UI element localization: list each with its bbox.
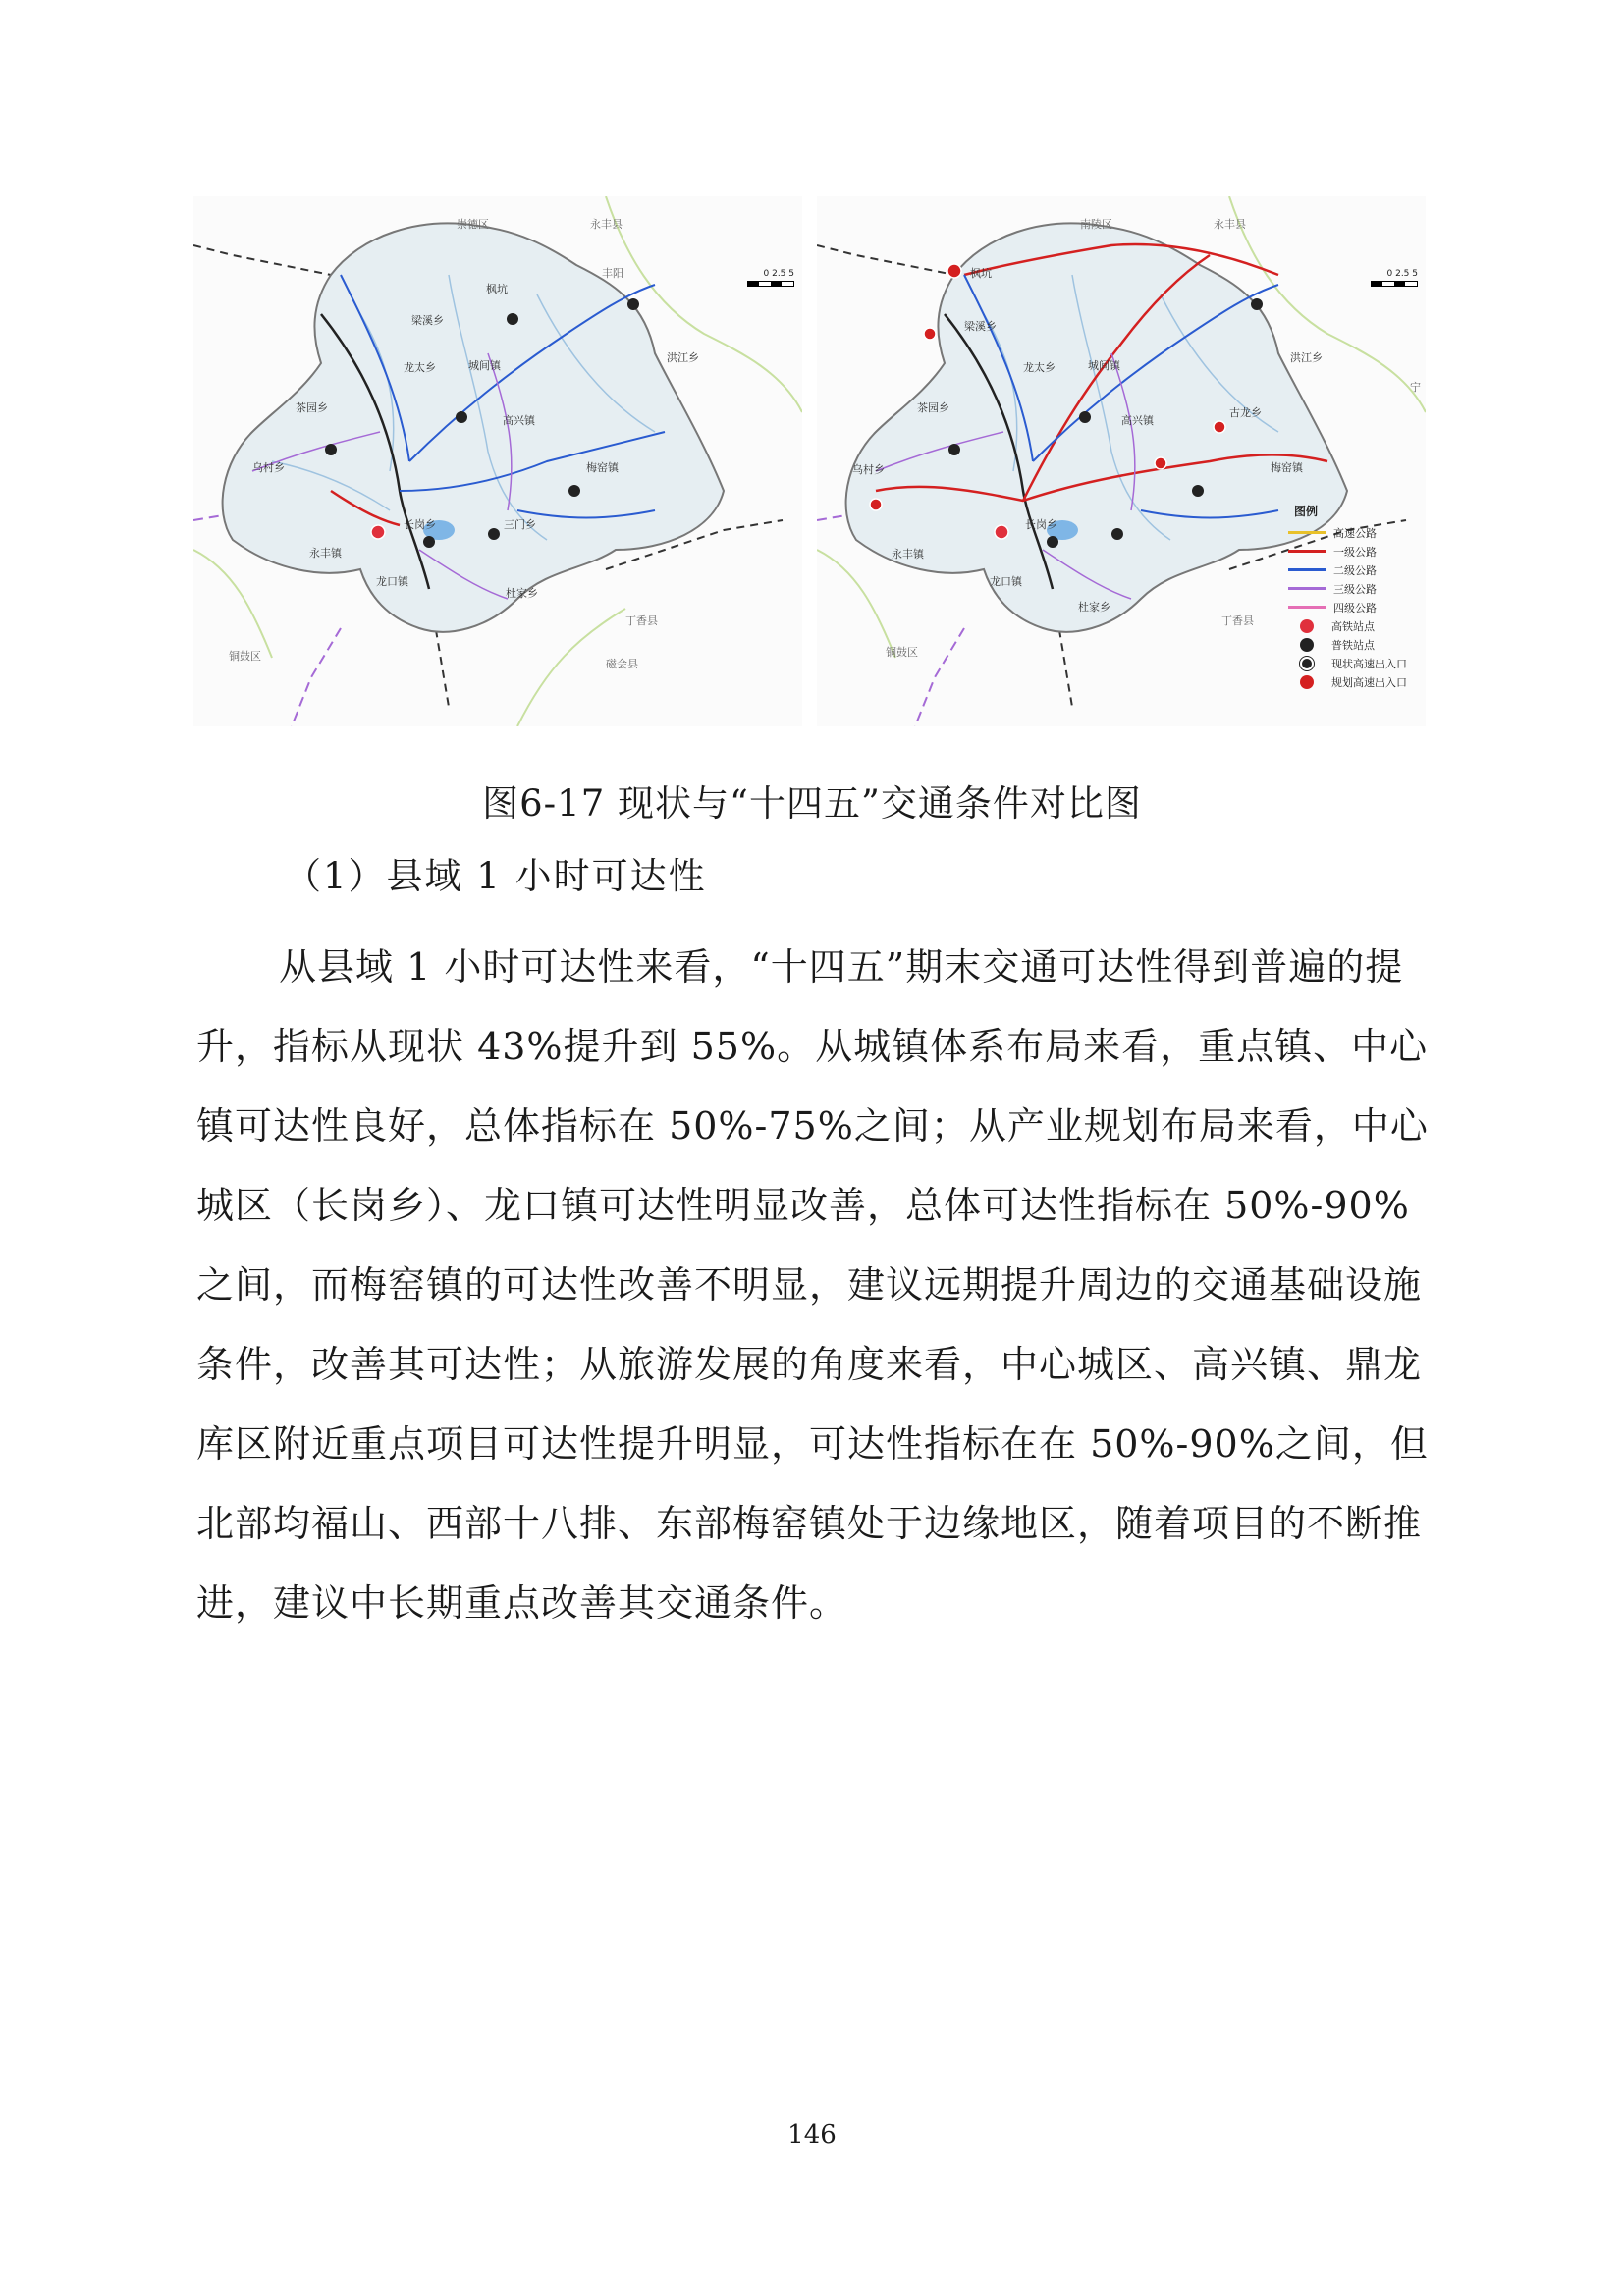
map-outside-label: 铜鼓区 — [229, 650, 261, 663]
legend-swatch — [1288, 550, 1326, 553]
map-place-label: 城间镇 — [468, 359, 501, 372]
map-place-label: 乌村乡 — [852, 463, 885, 476]
map-outside-label: 铜鼓区 — [886, 646, 918, 659]
map-place-label: 梁溪乡 — [411, 314, 444, 327]
map-outside-label: 丁香县 — [1221, 614, 1254, 627]
hsr-station-icon — [1300, 619, 1314, 633]
legend-label: 一级公路 — [1333, 545, 1377, 559]
legend-item-planned-exit — [1288, 672, 1416, 691]
legend-label: 现状高速出入口 — [1331, 657, 1407, 670]
map-place-label: 乌村乡 — [252, 461, 285, 474]
map-outside-label: 南陵区 — [1080, 218, 1112, 231]
map-place-label: 枫坑 — [970, 267, 992, 280]
legend-item-class1-road — [1288, 542, 1416, 561]
figure-caption: 图6-17 现状与“十四五”交通条件对比图 — [482, 782, 1142, 825]
map-outside-label: 永丰县 — [590, 218, 623, 231]
map-place-label: 龙太乡 — [1023, 361, 1056, 374]
legend-item-hsr-station — [1288, 616, 1416, 635]
map-place-label: 梁溪乡 — [964, 320, 997, 333]
map-place-label: 龙口镇 — [990, 575, 1022, 588]
planned-exit-icon — [1300, 675, 1314, 689]
legend-label: 三级公路 — [1333, 582, 1377, 596]
map-place-label: 古龙乡 — [1229, 406, 1262, 419]
map-place-label: 高兴镇 — [1121, 414, 1154, 427]
map-place-label: 梅窑镇 — [1271, 461, 1303, 474]
section-heading: （1）县域 1 小时可达性 — [285, 855, 707, 897]
map-scale-bar — [747, 281, 794, 287]
map-place-label: 洪江乡 — [1290, 351, 1323, 364]
map-place-label: 杜家乡 — [1078, 601, 1110, 614]
map-outside-label: 磁会县 — [606, 658, 638, 670]
legend-swatch — [1288, 531, 1326, 534]
map-outside-label: 丁香县 — [625, 614, 658, 627]
legend-title: 图例 — [1294, 505, 1319, 518]
map-place-label: 梅窑镇 — [586, 461, 619, 474]
legend-swatch — [1288, 587, 1326, 590]
legend-label: 规划高速出入口 — [1331, 675, 1407, 689]
legend-item-class2-road — [1288, 561, 1416, 579]
map-place-label: 茶园乡 — [917, 401, 949, 414]
map-outside-label: 丰阳 — [602, 267, 623, 280]
legend-label: 二级公路 — [1333, 563, 1377, 577]
map-scale-text: 0 2.5 5 — [1386, 269, 1418, 279]
map-planned — [817, 196, 1426, 726]
map-place-label: 茶园乡 — [296, 401, 328, 414]
map-place-label: 永丰镇 — [892, 548, 924, 561]
map-current — [193, 196, 802, 726]
map-place-label: 杜家乡 — [506, 587, 538, 600]
map-place-label: 永丰镇 — [309, 547, 342, 560]
map-current-graphic — [193, 196, 802, 726]
legend-item-existing-exit — [1288, 654, 1416, 672]
map-place-label: 高兴镇 — [503, 414, 535, 427]
legend-label: 高铁站点 — [1331, 619, 1375, 633]
map-outside-label: 崇德区 — [457, 218, 489, 231]
map-place-label: 长岗乡 — [1025, 518, 1057, 531]
map-place-label: 枫坑 — [486, 283, 508, 295]
body-paragraph — [196, 928, 1434, 1643]
legend-label: 高速公路 — [1333, 526, 1377, 540]
map-place-label: 三门乡 — [504, 518, 536, 531]
map-place-label: 洪江乡 — [667, 351, 699, 364]
map-legend — [1288, 503, 1416, 691]
body-paragraph-text: 从县域 1 小时可达性来看，“十四五”期末交通可达性得到普遍的提升，指标从现状 43%提升到 55%。从城镇体系布局来看，重点镇、中心镇可达性良好，总体指标在 50%-75%之间；从产业规划布局来看，中心城区（长岗乡）、龙口镇可达性明显改善，总体可达性指标在 50%-90%之间，而梅窑镇的可达性改善不明显，建议远期提升周边的交通基础设施条件，改善其可达性；从旅游发展的角度来看，中心城区、高兴镇、鼎龙库区附近重点项目可达性提升明显，可达性指标在在 50%-90%之间，但北部均福山、西部十八排、东部梅窑镇处于边缘地区，随着项目的不断推进，建议中长期重点改善其交通条件。 — [196, 945, 1429, 1625]
map-place-label: 长岗乡 — [404, 518, 436, 531]
page-number: 146 — [787, 2120, 837, 2150]
map-outside-label: 永丰县 — [1214, 218, 1246, 231]
map-place-label: 龙口镇 — [376, 575, 408, 588]
figure-transport-comparison — [193, 196, 1426, 726]
legend-item-class4-road — [1288, 598, 1416, 616]
legend-item-class3-road — [1288, 579, 1416, 598]
map-place-label: 龙太乡 — [404, 361, 436, 374]
rail-station-icon — [1300, 638, 1314, 652]
map-outside-label: 宁 — [1410, 381, 1421, 394]
map-scale-text: 0 2.5 5 — [763, 269, 794, 279]
legend-label: 普铁站点 — [1331, 638, 1375, 652]
legend-item-rail-station — [1288, 635, 1416, 654]
map-place-label: 城间镇 — [1088, 359, 1120, 372]
legend-label: 四级公路 — [1333, 601, 1377, 614]
legend-swatch — [1288, 568, 1326, 571]
legend-item-highway — [1288, 523, 1416, 542]
map-scale-bar — [1371, 281, 1418, 287]
existing-exit-icon — [1300, 657, 1314, 670]
legend-swatch — [1288, 606, 1326, 609]
